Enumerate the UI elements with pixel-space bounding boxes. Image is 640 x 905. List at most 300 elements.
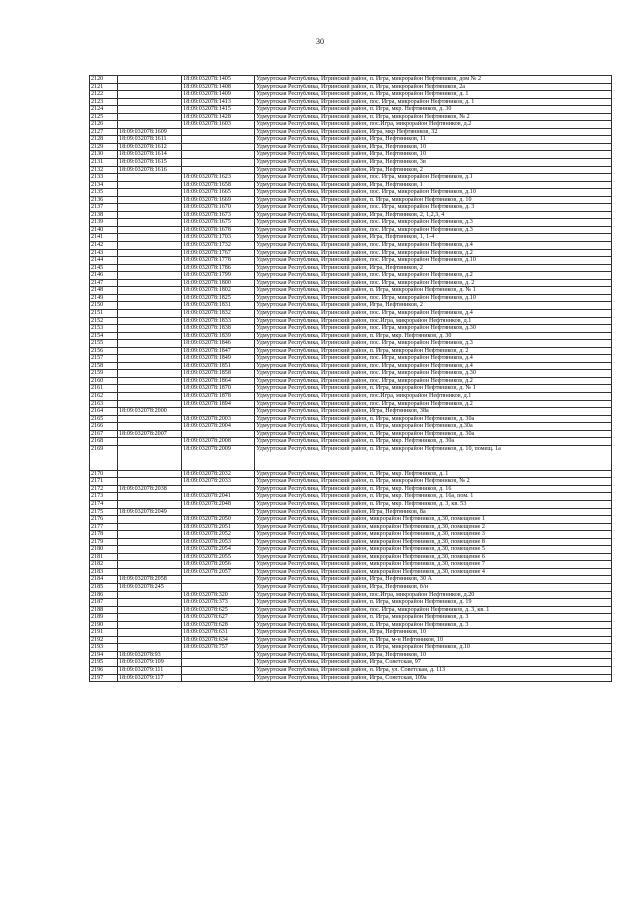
row-number-cell: 2152 — [90, 317, 118, 325]
address-cell: Удмуртская Республика, Игринский район, п. Игра, микрорайон Нефтяников, д. № 1 — [255, 385, 612, 393]
land-parcel-cell — [118, 257, 182, 265]
row-number-cell: 2158 — [90, 362, 118, 370]
address-cell: Удмуртская Республика, Игринский район, п. Игра, микрорайон Нефтяников, д. 30а — [255, 415, 612, 423]
row-number-cell: 2168 — [90, 438, 118, 446]
building-number-cell: 18:09:032078:1858 — [182, 370, 255, 378]
land-parcel-cell — [118, 538, 182, 546]
building-number-cell — [182, 128, 255, 136]
table-row — [90, 347, 612, 355]
row-number-cell: 2134 — [90, 181, 118, 189]
building-number-cell: 18:09:032078:628 — [182, 621, 255, 629]
land-parcel-cell — [118, 553, 182, 561]
row-number-cell: 2189 — [90, 614, 118, 622]
address-cell: Удмуртская Республика, Игринский район, Игра, Нефтяников, 10 — [255, 629, 612, 637]
building-number-cell: 18:09:032078:2033 — [182, 478, 255, 486]
building-number-cell: 18:09:032078:1665 — [182, 189, 255, 197]
address-cell: Удмуртская Республика, Игринский район, микрорайон Нефтяников, д.30, помещение 8 — [255, 538, 612, 546]
row-number-cell: 2192 — [90, 636, 118, 644]
row-number-cell: 2151 — [90, 309, 118, 317]
land-parcel-cell — [118, 113, 182, 121]
row-number-cell: 2178 — [90, 531, 118, 539]
land-parcel-cell — [118, 614, 182, 622]
table-row — [90, 470, 612, 478]
table-row — [90, 659, 612, 667]
address-cell: Удмуртская Республика, Игринский район, пос. Игра, микрорайон Нефтяников, д.3 — [255, 219, 612, 227]
table-row — [90, 234, 612, 242]
address-cell: Удмуртская Республика, Игринский район, п. Игра, мкр. Нефтяников, д. 16а, пом. 1 — [255, 493, 612, 501]
land-parcel-cell: 18:09:032079:111 — [118, 667, 182, 675]
building-number-cell: 18:09:032078:1415 — [182, 106, 255, 114]
address-cell: Удмуртская Республика, Игринский район, пос.Игра, микрорайон Нефтяников, д.1 — [255, 317, 612, 325]
building-number-cell: 18:09:032078:1603 — [182, 121, 255, 129]
address-cell: Удмуртская Республика, Игринский район, Игра, Нефтяников, 2 — [255, 264, 612, 272]
building-number-cell: 18:09:032078:1413 — [182, 98, 255, 106]
land-parcel-cell — [118, 355, 182, 363]
table-row — [90, 478, 612, 486]
land-parcel-cell — [118, 287, 182, 295]
row-number-cell: 2149 — [90, 294, 118, 302]
address-cell: Удмуртская Республика, Игринский район, Игра, Нефтяников, 10 — [255, 651, 612, 659]
building-number-cell: 18:09:032078:2054 — [182, 546, 255, 554]
land-parcel-cell — [118, 438, 182, 446]
row-number-cell: 2148 — [90, 287, 118, 295]
address-cell: Удмуртская Республика, Игринский район, пос. Игра, микрорайон Нефтяников, д.2 — [255, 377, 612, 385]
address-cell: Удмуртская Республика, Игринский район, пос. Игра, микрорайон Нефтяников, д.30 — [255, 325, 612, 333]
land-parcel-cell — [118, 629, 182, 637]
land-parcel-cell — [118, 400, 182, 408]
row-number-cell: 2123 — [90, 98, 118, 106]
building-number-cell: 18:09:032078:2052 — [182, 531, 255, 539]
building-number-cell — [182, 166, 255, 174]
address-cell: Удмуртская Республика, Игринский район, п. Игра, микрорайон Нефтяников, дом № 2 — [255, 76, 612, 84]
land-parcel-cell: 18:09:032078:2058 — [118, 576, 182, 584]
row-number-cell: 2173 — [90, 493, 118, 501]
address-cell: Удмуртская Республика, Игринский район, пос. Игра, микрорайон Нефтяников, д. 3 — [255, 204, 612, 212]
building-number-cell: 18:09:032078:1839 — [182, 332, 255, 340]
table-row — [90, 546, 612, 554]
table-row — [90, 196, 612, 204]
land-parcel-cell — [118, 76, 182, 84]
address-cell: Удмуртская Республика, Игринский район, п. Игра, микрорайон Нефтяников, д. 19 — [255, 599, 612, 607]
table-row — [90, 355, 612, 363]
table-row — [90, 392, 612, 400]
land-parcel-cell: 18:09:032079:117 — [118, 674, 182, 682]
address-cell: Удмуртская Республика, Игринский район, п. Игра, микрорайон Нефтяников, д. 10, помещ. 1а — [255, 445, 612, 470]
row-number-cell: 2140 — [90, 226, 118, 234]
row-number-cell: 2128 — [90, 136, 118, 144]
building-number-cell: 18:09:032078:1849 — [182, 355, 255, 363]
building-number-cell: 18:09:032078:1825 — [182, 294, 255, 302]
row-number-cell: 2154 — [90, 332, 118, 340]
table-row — [90, 272, 612, 280]
building-number-cell: 18:09:032078:2009 — [182, 445, 255, 470]
building-number-cell: 18:09:032078:625 — [182, 606, 255, 614]
land-parcel-cell — [118, 189, 182, 197]
building-number-cell: 18:09:032078:1675 — [182, 219, 255, 227]
row-number-cell: 2181 — [90, 553, 118, 561]
building-number-cell: 18:09:032078:1838 — [182, 325, 255, 333]
land-parcel-cell — [118, 211, 182, 219]
row-number-cell: 2196 — [90, 667, 118, 675]
address-cell: Удмуртская Республика, Игринский район, Игра, Нефтяников, 2, 1,2,3, 4 — [255, 211, 612, 219]
address-cell: Удмуртская Республика, Игринский район, пос. Игра, микрорайон Нефтяников, д.10 — [255, 294, 612, 302]
land-parcel-cell — [118, 500, 182, 508]
table-row — [90, 430, 612, 438]
row-number-cell: 2147 — [90, 279, 118, 287]
table-row — [90, 408, 612, 416]
building-number-cell — [182, 584, 255, 592]
building-number-cell: 18:09:032078:1673 — [182, 211, 255, 219]
land-parcel-cell — [118, 249, 182, 257]
land-parcel-cell: 18:09:032078:2049 — [118, 508, 182, 516]
building-number-cell: 18:09:032078:2032 — [182, 470, 255, 478]
row-number-cell: 2177 — [90, 523, 118, 531]
row-number-cell: 2141 — [90, 234, 118, 242]
table-row — [90, 667, 612, 675]
address-cell: Удмуртская Республика, Игринский район, п. Игра, микрорайон Нефтяников, 2а — [255, 83, 612, 91]
building-number-cell: 18:09:032078:1786 — [182, 264, 255, 272]
land-parcel-cell — [118, 340, 182, 348]
building-number-cell: 18:09:032078:1847 — [182, 347, 255, 355]
building-number-cell — [182, 651, 255, 659]
land-parcel-cell — [118, 121, 182, 129]
address-cell: Удмуртская Республика, Игринский район, Игра, мкр Нефтяников, 32 — [255, 128, 612, 136]
address-cell: Удмуртская Республика, Игринский район, п. Игра, ул. Советская, д. 113 — [255, 667, 612, 675]
building-number-cell — [182, 659, 255, 667]
land-parcel-cell — [118, 279, 182, 287]
land-parcel-cell — [118, 362, 182, 370]
row-number-cell: 2193 — [90, 644, 118, 652]
table-row — [90, 287, 612, 295]
table-row — [90, 400, 612, 408]
address-cell: Удмуртская Республика, Игринский район, микрорайон Нефтяников, д.30, помещение 3 — [255, 531, 612, 539]
land-parcel-cell: 18:09:032078:1612 — [118, 143, 182, 151]
address-cell: Удмуртская Республика, Игринский район, пос. Игра, микрорайон Нефтяников, д.1 — [255, 174, 612, 182]
row-number-cell: 2120 — [90, 76, 118, 84]
row-number-cell: 2139 — [90, 219, 118, 227]
row-number-cell: 2185 — [90, 584, 118, 592]
table-row — [90, 219, 612, 227]
row-number-cell: 2190 — [90, 621, 118, 629]
address-cell: Удмуртская Республика, Игринский район, п. Игра, микрорайон Нефтяников, д. 2 — [255, 347, 612, 355]
row-number-cell: 2195 — [90, 659, 118, 667]
table-row — [90, 553, 612, 561]
building-number-cell: 18:09:032078:1851 — [182, 362, 255, 370]
address-cell: Удмуртская Республика, Игринский район, п. Игра, микрорайон Нефтяников, д.10 — [255, 644, 612, 652]
address-cell: Удмуртская Республика, Игринский район, пос. Игра, микрорайон Нефтяников, д.2 — [255, 400, 612, 408]
table-row — [90, 591, 612, 599]
row-number-cell: 2126 — [90, 121, 118, 129]
row-number-cell: 2183 — [90, 568, 118, 576]
land-parcel-cell — [118, 174, 182, 182]
row-number-cell: 2176 — [90, 516, 118, 524]
land-parcel-cell — [118, 470, 182, 478]
table-row — [90, 325, 612, 333]
registry-table — [89, 75, 612, 682]
building-number-cell: 18:09:032078:1408 — [182, 83, 255, 91]
table-row — [90, 249, 612, 257]
address-cell: Удмуртская Республика, Игринский район, п. Игра, микрорайон Нефтяников, д. 3 — [255, 621, 612, 629]
building-number-cell: 18:09:032078:2055 — [182, 553, 255, 561]
table-row — [90, 83, 612, 91]
table-row — [90, 606, 612, 614]
building-number-cell: 18:09:032078:1846 — [182, 340, 255, 348]
building-number-cell: 18:09:032078:1428 — [182, 113, 255, 121]
building-number-cell: 18:09:032078:2056 — [182, 561, 255, 569]
table-row — [90, 294, 612, 302]
row-number-cell: 2164 — [90, 408, 118, 416]
land-parcel-cell — [118, 302, 182, 310]
row-number-cell: 2171 — [90, 478, 118, 486]
building-number-cell: 18:09:032078:1703 — [182, 234, 255, 242]
building-number-cell: 18:09:032078:1870 — [182, 385, 255, 393]
building-number-cell: 18:09:032078:1799 — [182, 272, 255, 280]
address-cell: Удмуртская Республика, Игринский район, Игра, Нефтяников, 2 — [255, 166, 612, 174]
land-parcel-cell — [118, 196, 182, 204]
row-number-cell: 2155 — [90, 340, 118, 348]
row-number-cell: 2157 — [90, 355, 118, 363]
land-parcel-cell — [118, 636, 182, 644]
address-cell: Удмуртская Республика, Игринский район, п. Игра, мкр. Нефтяников, д. 30 — [255, 332, 612, 340]
page-number: 30 — [316, 37, 324, 46]
row-number-cell: 2136 — [90, 196, 118, 204]
land-parcel-cell — [118, 599, 182, 607]
building-number-cell: 18:09:032078:1831 — [182, 302, 255, 310]
row-number-cell: 2159 — [90, 370, 118, 378]
building-number-cell — [182, 576, 255, 584]
land-parcel-cell: 18:09:032078:1614 — [118, 151, 182, 159]
address-cell: Удмуртская Республика, Игринский район, Игра, Нефтяников, 1 — [255, 181, 612, 189]
table-row — [90, 568, 612, 576]
land-parcel-cell: 18:09:032078:2038 — [118, 485, 182, 493]
building-number-cell — [182, 136, 255, 144]
row-number-cell: 2163 — [90, 400, 118, 408]
address-cell: Удмуртская Республика, Игринский район, Игра, Нефтяников, 2 — [255, 302, 612, 310]
address-cell: Удмуртская Республика, Игринский район, микрорайон Нефтяников, д.30, помещение 7 — [255, 561, 612, 569]
table-row — [90, 415, 612, 423]
building-number-cell — [182, 143, 255, 151]
table-row — [90, 332, 612, 340]
land-parcel-cell — [118, 272, 182, 280]
table-row — [90, 584, 612, 592]
table-row — [90, 599, 612, 607]
building-number-cell: 18:09:032078:634 — [182, 636, 255, 644]
building-number-cell: 18:09:032078:2051 — [182, 523, 255, 531]
row-number-cell: 2138 — [90, 211, 118, 219]
table-row — [90, 151, 612, 159]
building-number-cell — [182, 485, 255, 493]
row-number-cell: 2186 — [90, 591, 118, 599]
row-number-cell: 2179 — [90, 538, 118, 546]
row-number-cell: 2169 — [90, 445, 118, 470]
address-cell: Удмуртская Республика, Игринский район, микрорайон Нефтяников, д.30, помещение 4 — [255, 568, 612, 576]
address-cell: Удмуртская Республика, Игринский район, п. Игра, м-н Нефтяников, 10 — [255, 636, 612, 644]
building-number-cell — [182, 159, 255, 167]
land-parcel-cell — [118, 242, 182, 250]
table-row — [90, 143, 612, 151]
row-number-cell: 2191 — [90, 629, 118, 637]
table-row — [90, 674, 612, 682]
address-cell: Удмуртская Республика, Игринский район, пос. Игра, микрорайон Нефтяников, д.4 — [255, 242, 612, 250]
row-number-cell: 2130 — [90, 151, 118, 159]
land-parcel-cell: 18:09:032078:93 — [118, 651, 182, 659]
table-row — [90, 106, 612, 114]
address-cell: Удмуртская Республика, Игринский район, пос. Игра, микрорайон Нефтяников, д.10 — [255, 189, 612, 197]
address-cell: Удмуртская Республика, Игринский район, пос. Игра, микрорайон Нефтяников, д.3 — [255, 226, 612, 234]
address-cell: Удмуртская Республика, Игринский район, пос. Игра, микрорайон Нефтяников, д.10 — [255, 257, 612, 265]
building-number-cell: 18:09:032078:373 — [182, 599, 255, 607]
row-number-cell: 2156 — [90, 347, 118, 355]
table-row — [90, 500, 612, 508]
row-number-cell: 2146 — [90, 272, 118, 280]
building-number-cell: 18:09:032078:1623 — [182, 174, 255, 182]
address-cell: Удмуртская Республика, Игринский район, п. Игра, микрорайон Нефтяников, № 2 — [255, 478, 612, 486]
table-row — [90, 651, 612, 659]
building-number-cell: 18:09:032078:1409 — [182, 91, 255, 99]
land-parcel-cell — [118, 516, 182, 524]
building-number-cell: 18:09:032078:1802 — [182, 287, 255, 295]
table-row — [90, 136, 612, 144]
address-cell: Удмуртская Республика, Игринский район, п. Игра, микрорайон Нефтяников, д. 10 — [255, 196, 612, 204]
building-number-cell: 18:09:032078:2004 — [182, 423, 255, 431]
land-parcel-cell — [118, 204, 182, 212]
table-row — [90, 614, 612, 622]
table-row — [90, 121, 612, 129]
building-number-cell: 18:09:032078:1767 — [182, 249, 255, 257]
building-number-cell — [182, 151, 255, 159]
row-number-cell: 2125 — [90, 113, 118, 121]
row-number-cell: 2162 — [90, 392, 118, 400]
land-parcel-cell — [118, 423, 182, 431]
address-cell: Удмуртская Республика, Игринский район, пос. Игра, микрорайон Нефтяников, д.2 — [255, 272, 612, 280]
table-row — [90, 621, 612, 629]
row-number-cell: 2137 — [90, 204, 118, 212]
land-parcel-cell — [118, 392, 182, 400]
address-cell: Удмуртская Республика, Игринский район, Игра, Советская, 109а — [255, 674, 612, 682]
table-row — [90, 538, 612, 546]
table-row — [90, 166, 612, 174]
address-cell: Удмуртская Республика, Игринский район, п. Игра, микрорайон Нефтяников, д. 3 — [255, 614, 612, 622]
row-number-cell: 2150 — [90, 302, 118, 310]
land-parcel-cell — [118, 445, 182, 470]
address-cell: Удмуртская Республика, Игринский район, пос. Игра, микрорайон Нефтяников, д.4 — [255, 362, 612, 370]
address-cell: Удмуртская Республика, Игринский район, Игра, Нефтяников, б/н — [255, 584, 612, 592]
land-parcel-cell — [118, 325, 182, 333]
table-row — [90, 98, 612, 106]
table-row — [90, 302, 612, 310]
row-number-cell: 2182 — [90, 561, 118, 569]
address-cell: Удмуртская Республика, Игринский район, пос. Игра, микрорайон Нефтяников, д. 1 — [255, 98, 612, 106]
row-number-cell: 2187 — [90, 599, 118, 607]
land-parcel-cell — [118, 531, 182, 539]
land-parcel-cell — [118, 181, 182, 189]
building-number-cell: 18:09:032078:627 — [182, 614, 255, 622]
building-number-cell: 18:09:032078:1678 — [182, 226, 255, 234]
table-row — [90, 629, 612, 637]
building-number-cell: 18:09:032078:1658 — [182, 181, 255, 189]
building-number-cell: 18:09:032078:2053 — [182, 538, 255, 546]
table-row — [90, 636, 612, 644]
land-parcel-cell — [118, 606, 182, 614]
land-parcel-cell: 18:09:032078:2007 — [118, 430, 182, 438]
address-cell: Удмуртская Республика, Игринский район, п. Игра, микрорайон Нефтяников, д. 1 — [255, 91, 612, 99]
building-number-cell: 18:09:032078:2008 — [182, 438, 255, 446]
land-parcel-cell — [118, 478, 182, 486]
land-parcel-cell: 18:09:032078:1616 — [118, 166, 182, 174]
table-row — [90, 644, 612, 652]
land-parcel-cell — [118, 621, 182, 629]
table-row — [90, 370, 612, 378]
address-cell: Удмуртская Республика, Игринский район, Игра, Нефтяников, 11 — [255, 136, 612, 144]
row-number-cell: 2145 — [90, 264, 118, 272]
land-parcel-cell — [118, 264, 182, 272]
table-row — [90, 340, 612, 348]
row-number-cell: 2175 — [90, 508, 118, 516]
table-row — [90, 128, 612, 136]
table-row — [90, 242, 612, 250]
row-number-cell: 2172 — [90, 485, 118, 493]
land-parcel-cell — [118, 546, 182, 554]
table-row — [90, 508, 612, 516]
row-number-cell: 2174 — [90, 500, 118, 508]
building-number-cell: 18:09:032078:2050 — [182, 516, 255, 524]
building-number-cell: 18:09:032078:1778 — [182, 257, 255, 265]
land-parcel-cell — [118, 91, 182, 99]
building-number-cell: 18:09:032078:2048 — [182, 500, 255, 508]
address-cell: Удмуртская Республика, Игринский район, пос. Игра, микрорайон Нефтяников, д.2 — [255, 249, 612, 257]
address-cell: Удмуртская Республика, Игринский район, п. Игра, микрорайон Нефтяников, д. 30а — [255, 430, 612, 438]
row-number-cell: 2167 — [90, 430, 118, 438]
row-number-cell: 2194 — [90, 651, 118, 659]
land-parcel-cell: 18:09:032078:1609 — [118, 128, 182, 136]
address-cell: Удмуртская Республика, Игринский район, пос. Игра, микрорайон Нефтяников, д. 2 — [255, 279, 612, 287]
building-number-cell: 18:09:032078:2041 — [182, 493, 255, 501]
address-cell: Удмуртская Республика, Игринский район, пос.Игра, микрорайон Нефтяников, д.1 — [255, 392, 612, 400]
table-row — [90, 181, 612, 189]
row-number-cell: 2142 — [90, 242, 118, 250]
building-number-cell — [182, 408, 255, 416]
land-parcel-cell — [118, 568, 182, 576]
building-number-cell: 18:09:032078:1894 — [182, 400, 255, 408]
address-cell: Удмуртская Республика, Игринский район, п. Игра, мкр. Нефтяников, д. 30 — [255, 106, 612, 114]
table-row — [90, 531, 612, 539]
address-cell: Удмуртская Республика, Игринский район, п. Игра, мкр. Нефтяников, д. 30а — [255, 438, 612, 446]
building-number-cell — [182, 667, 255, 675]
table-row — [90, 523, 612, 531]
row-number-cell: 2166 — [90, 423, 118, 431]
table-row — [90, 226, 612, 234]
row-number-cell: 2135 — [90, 189, 118, 197]
address-cell: Удмуртская Республика, Игринский район, п. Игра, мкр. Нефтяников, д. 16 — [255, 485, 612, 493]
row-number-cell: 2122 — [90, 91, 118, 99]
address-cell: Удмуртская Республика, Игринский район, п. Игра, мкр. Нефтяников, д. 1 — [255, 470, 612, 478]
table-row — [90, 485, 612, 493]
row-number-cell: 2132 — [90, 166, 118, 174]
row-number-cell: 2124 — [90, 106, 118, 114]
table-row — [90, 159, 612, 167]
row-number-cell: 2153 — [90, 325, 118, 333]
land-parcel-cell — [118, 644, 182, 652]
row-number-cell: 2133 — [90, 174, 118, 182]
address-cell: Удмуртская Республика, Игринский район, пос. Игра, микрорайон Нефтяников, д. 3, кв. 1 — [255, 606, 612, 614]
row-number-cell: 2188 — [90, 606, 118, 614]
land-parcel-cell — [118, 385, 182, 393]
table-row — [90, 204, 612, 212]
address-cell: Удмуртская Республика, Игринский район, пос.Игра, микрорайон Нефтяников, д.2 — [255, 121, 612, 129]
table-row — [90, 91, 612, 99]
address-cell: Удмуртская Республика, Игринский район, пос. Игра, микрорайон Нефтяников, д.4 — [255, 309, 612, 317]
land-parcel-cell — [118, 377, 182, 385]
